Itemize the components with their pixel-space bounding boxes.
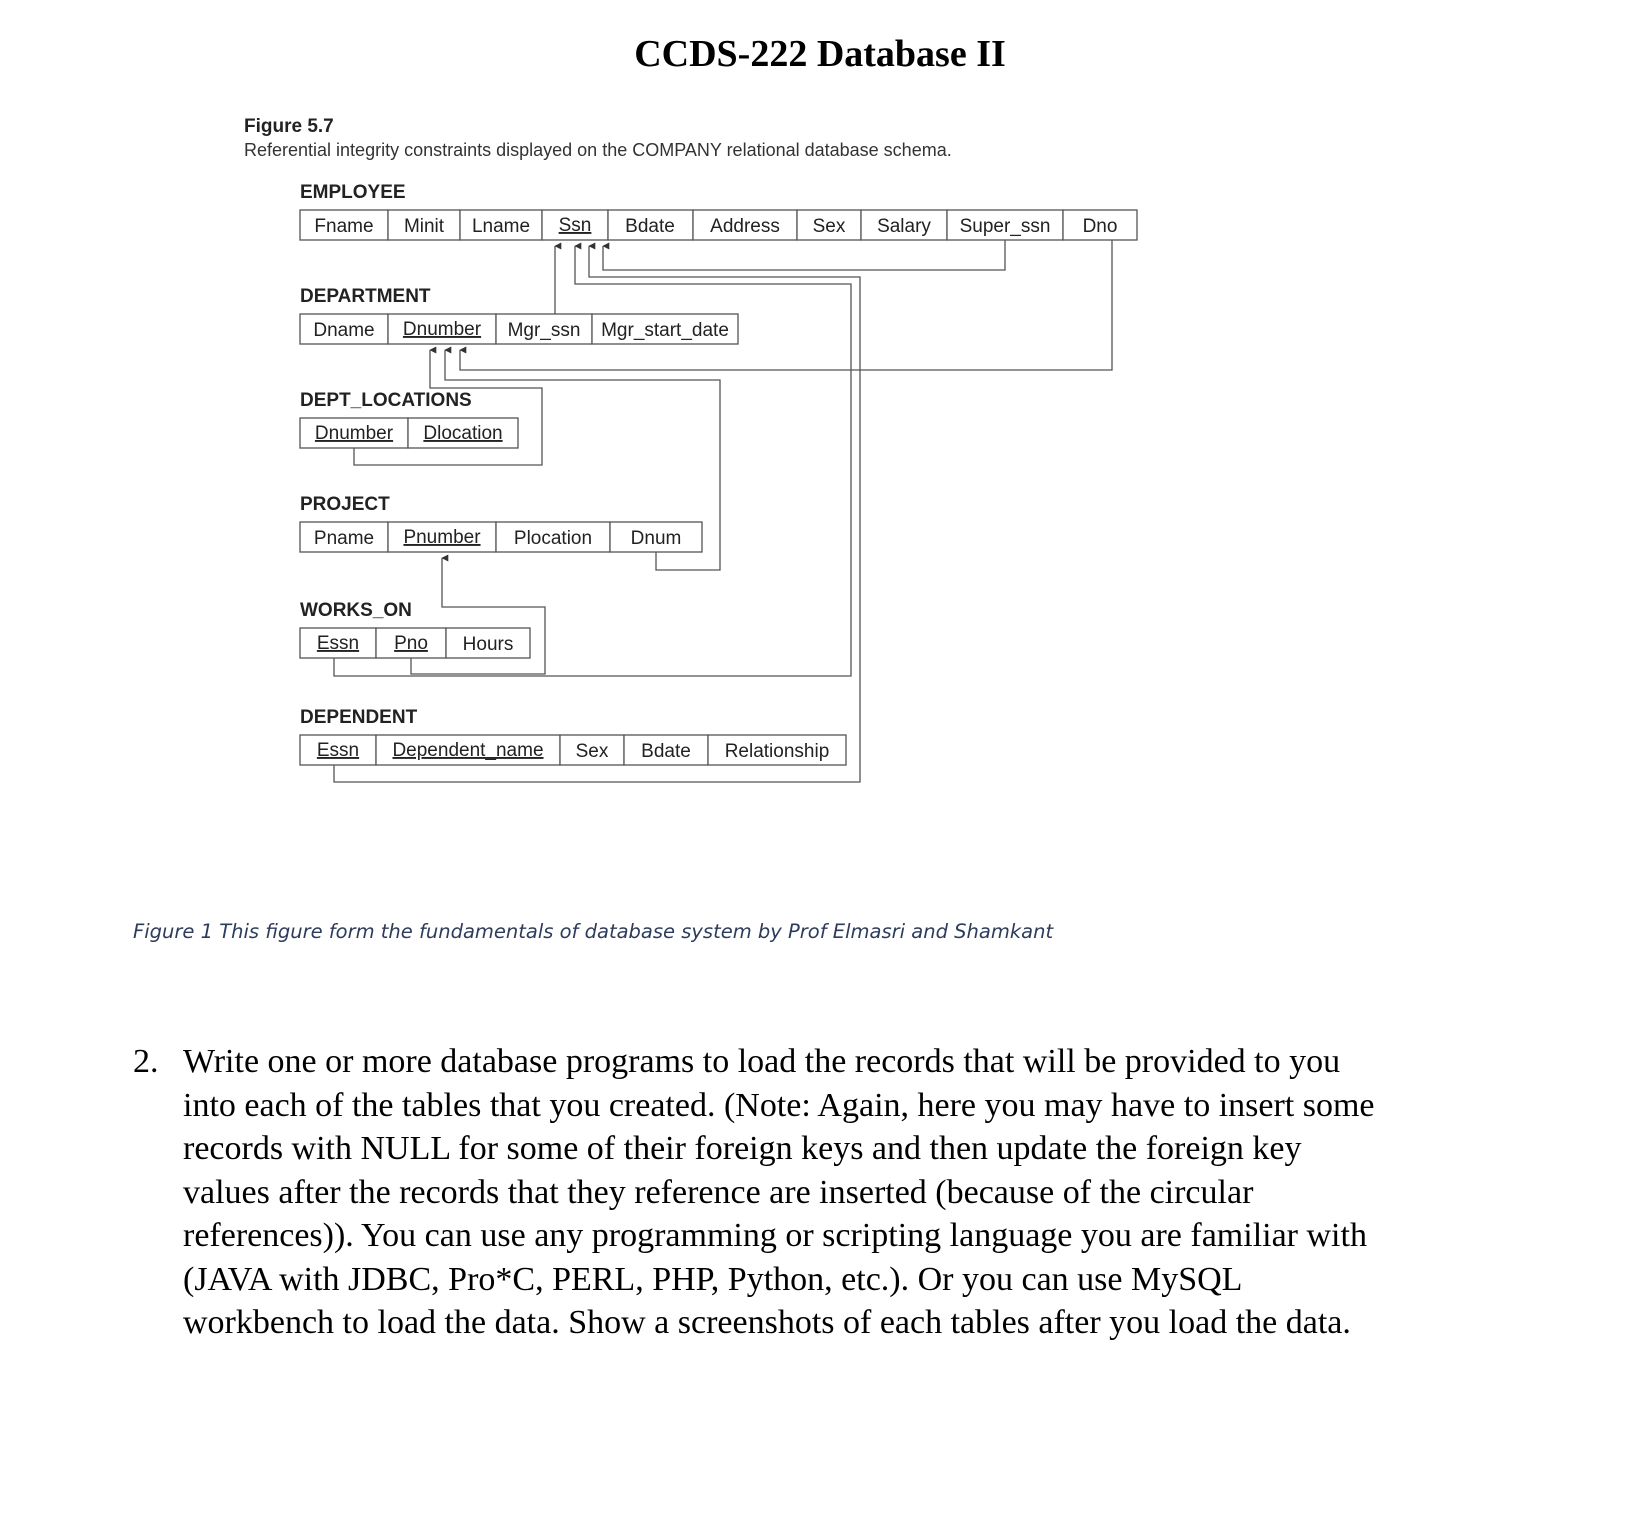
works-on-attr-pno xyxy=(376,628,446,658)
svg-text:Bdate: Bdate xyxy=(625,216,675,237)
dependent-attr-relationship xyxy=(708,735,846,765)
fk-super-ssn-to-ssn xyxy=(603,240,1005,270)
svg-text:Ssn: Ssn xyxy=(558,215,592,236)
project-attr-pname xyxy=(300,522,388,552)
svg-text:Minit: Minit xyxy=(403,216,445,237)
fk-dno-to-dnumber xyxy=(460,240,1112,370)
works-on-attr-essn xyxy=(300,628,376,658)
svg-text:Dno: Dno xyxy=(1082,216,1118,237)
svg-text:Essn: Essn xyxy=(316,740,360,761)
employee-attr-dno xyxy=(1063,210,1137,240)
employee-attr-minit xyxy=(388,210,460,240)
svg-text:Lname: Lname xyxy=(471,216,531,237)
employee-attr-super-ssn xyxy=(947,210,1063,240)
dependent-attr-dependent-name xyxy=(376,735,560,765)
svg-text:Fname: Fname xyxy=(314,216,374,237)
svg-text:Relationship: Relationship xyxy=(724,741,830,762)
dept-locations-attr-dlocation xyxy=(408,418,518,448)
svg-text:Hours: Hours xyxy=(462,634,514,655)
svg-text:Plocation: Plocation xyxy=(513,528,593,549)
svg-text:Pnumber: Pnumber xyxy=(403,527,481,548)
employee-attr-fname xyxy=(300,210,388,240)
svg-text:Address: Address xyxy=(710,216,780,237)
svg-text:Dlocation: Dlocation xyxy=(423,423,503,444)
svg-text:Bdate: Bdate xyxy=(641,741,691,762)
svg-text:Mgr_start_date: Mgr_start_date xyxy=(601,320,729,341)
svg-text:Dependent_name: Dependent_name xyxy=(392,740,544,761)
dept-locations-table-name: DEPT_LOCATIONS xyxy=(300,390,472,411)
svg-text:Super_ssn: Super_ssn xyxy=(959,216,1051,237)
page-title: CCDS-222 Database II xyxy=(634,33,1006,75)
figure-caption: Figure 1 This figure form the fundamentals of database system by Prof Elmasri and Shamkant xyxy=(133,920,1054,943)
department-attr-dname xyxy=(300,314,388,344)
department-attr-mgr-start-date xyxy=(592,314,738,344)
dependent-table-name: DEPENDENT xyxy=(300,707,418,728)
figure-label: Figure 5.7 xyxy=(244,116,334,137)
employee-attr-salary xyxy=(861,210,947,240)
works-on-table-name: WORKS_ON xyxy=(300,600,412,621)
employee-attr-address xyxy=(693,210,797,240)
dependent-attr-bdate xyxy=(624,735,708,765)
employee-table-name: EMPLOYEE xyxy=(300,182,406,203)
svg-text:Pno: Pno xyxy=(394,633,428,654)
project-attr-dnum xyxy=(610,522,702,552)
svg-text:Salary: Salary xyxy=(877,216,931,237)
dependent-attr-sex xyxy=(560,735,624,765)
employee-attr-lname xyxy=(460,210,542,240)
svg-text:Pname: Pname xyxy=(313,528,375,549)
figure-description: Referential integrity constraints displayed on the COMPANY relational database schema. xyxy=(244,140,952,160)
dependent-attr-essn xyxy=(300,735,376,765)
svg-text:Dnumber: Dnumber xyxy=(402,319,482,340)
works-on-attr-hours xyxy=(446,628,530,658)
employee-attr-ssn xyxy=(542,210,608,240)
question-number: 2. xyxy=(133,1043,159,1080)
svg-text:Dname: Dname xyxy=(313,320,375,341)
department-table-name: DEPARTMENT xyxy=(300,286,431,307)
employee-attr-sex xyxy=(797,210,861,240)
project-table-name: PROJECT xyxy=(300,494,390,515)
employee-attr-bdate xyxy=(608,210,693,240)
svg-text:Sex: Sex xyxy=(575,741,609,762)
svg-text:Dnum: Dnum xyxy=(630,528,682,549)
department-attr-mgr-ssn xyxy=(496,314,592,344)
question-text: Write one or more database programs to load the records that will be provided to you into each of the tables that you created. (Note: Again, here you may have to insert some records with NULL for some of their foreign keys and then update the foreign key values after the records that they reference are inserted (because of the circular references)). You can use any programming or scripting language you are familiar with (JAVA with JDBC, Pro*C, PERL, PHP, Python, etc.). Or you can use MySQL workbench to load the data. Show a screenshots of each tables after you load the data. xyxy=(183,1043,1375,1341)
dept-locations-attr-dnumber xyxy=(300,418,408,448)
svg-text:Sex: Sex xyxy=(812,216,846,237)
project-attr-pnumber xyxy=(388,522,496,552)
project-attr-plocation xyxy=(496,522,610,552)
svg-text:Mgr_ssn: Mgr_ssn xyxy=(507,320,581,341)
svg-text:Essn: Essn xyxy=(316,633,360,654)
department-attr-dnumber xyxy=(388,314,496,344)
svg-text:Dnumber: Dnumber xyxy=(314,423,394,444)
